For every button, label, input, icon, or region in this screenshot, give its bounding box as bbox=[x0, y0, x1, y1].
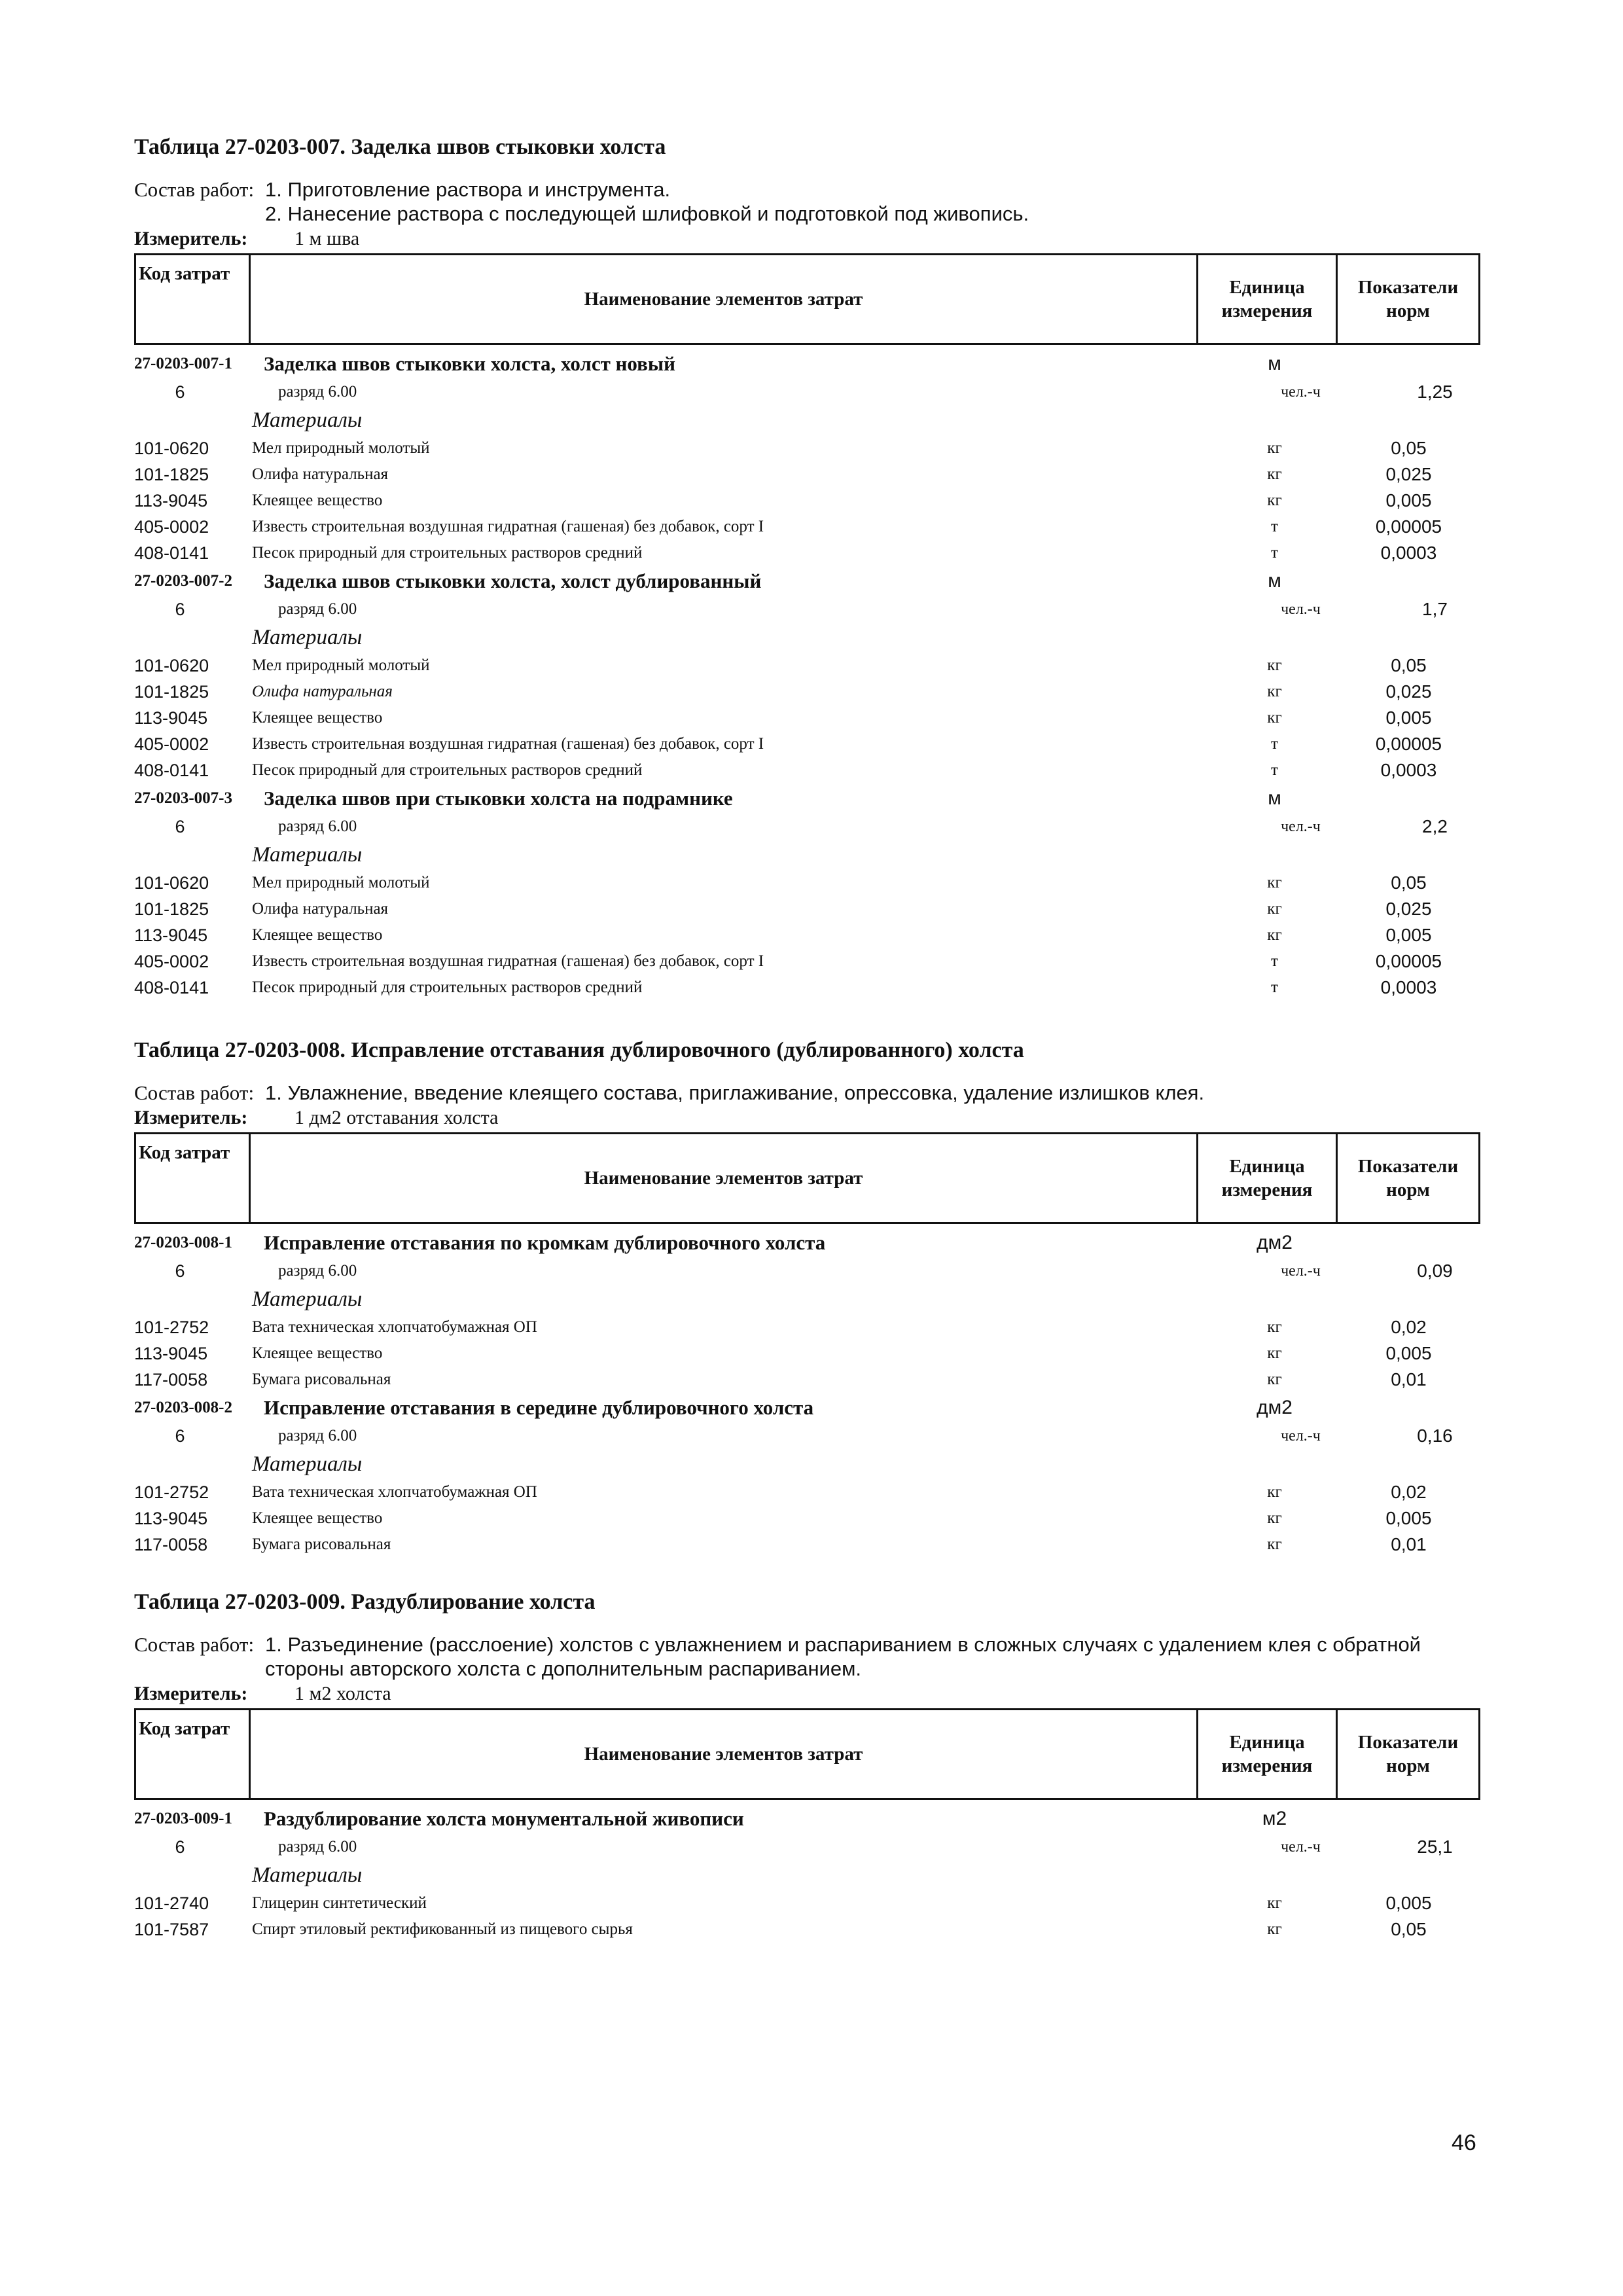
row-name: Спирт этиловый ректификованный из пищевого сырья bbox=[252, 1920, 633, 1938]
row-name: Раздублирование холста монументальной живописи bbox=[264, 1807, 744, 1830]
row-unit: кг bbox=[1267, 1344, 1282, 1362]
table-body bbox=[134, 1804, 1482, 1943]
row-unit: т bbox=[1271, 518, 1278, 535]
table-row bbox=[134, 514, 1482, 540]
table-row bbox=[134, 461, 1482, 488]
row-unit: кг bbox=[1267, 465, 1282, 483]
row-code: 101-0620 bbox=[134, 655, 209, 675]
work-line: 1. Увлажнение, введение клеящего состава, приглаживание, опрессовка, удаление излишков клея. bbox=[265, 1081, 1205, 1104]
header-norm: Показатели норм bbox=[1337, 1134, 1480, 1223]
table-row bbox=[134, 1314, 1482, 1340]
row-norm: 1,7 bbox=[1422, 599, 1448, 619]
work-line: 2. Нанесение раствора с последующей шлифовкой и подготовкой под живопись. bbox=[265, 202, 1029, 225]
row-code: 408-0141 bbox=[134, 543, 209, 563]
row-norm: 0,16 bbox=[1417, 1426, 1453, 1446]
row-norm: 0,01 bbox=[1391, 1534, 1427, 1554]
table-row bbox=[134, 1367, 1482, 1393]
materials-label: Материалы bbox=[252, 408, 363, 432]
row-norm: 0,00005 bbox=[1375, 516, 1442, 537]
row-code: 101-2740 bbox=[134, 1893, 209, 1913]
row-name: Исправление отставания по кромкам дублировочного холста bbox=[264, 1231, 826, 1254]
row-code: 101-1825 bbox=[134, 464, 209, 484]
row-code: 117-0058 bbox=[134, 1369, 208, 1390]
table-row bbox=[134, 870, 1482, 896]
table-row bbox=[134, 1423, 1482, 1449]
table-section bbox=[134, 134, 1482, 1001]
table-row bbox=[134, 435, 1482, 461]
row-name: Известь строительная воздушная гидратная (гашеная) без добавок, сорт I bbox=[252, 735, 764, 753]
row-norm: 0,05 bbox=[1391, 1919, 1427, 1939]
measure bbox=[134, 227, 1482, 251]
materials-label: Материалы bbox=[252, 1863, 363, 1887]
row-code: 27-0203-007-1 bbox=[134, 355, 232, 372]
work-composition bbox=[134, 1632, 1482, 1681]
row-unit: дм2 bbox=[1257, 1232, 1293, 1253]
row-code: 113-9045 bbox=[134, 925, 208, 945]
row-unit: т bbox=[1271, 735, 1278, 753]
row-name: Песок природный для строительных растворов средний bbox=[252, 978, 643, 996]
row-code: 27-0203-008-2 bbox=[134, 1399, 232, 1416]
row-name: Бумага рисовальная bbox=[252, 1371, 391, 1388]
table-row bbox=[134, 922, 1482, 948]
row-name: Вата техническая хлопчатобумажная ОП bbox=[252, 1318, 537, 1336]
table-body bbox=[134, 1228, 1482, 1558]
measure bbox=[134, 1106, 1482, 1130]
row-code: 405-0002 bbox=[134, 951, 209, 971]
row-code: 101-0620 bbox=[134, 872, 209, 893]
row-norm: 2,2 bbox=[1422, 816, 1448, 836]
row-norm: 0,05 bbox=[1391, 872, 1427, 893]
row-code: 408-0141 bbox=[134, 977, 209, 997]
table-row bbox=[134, 596, 1482, 622]
header-code: Код затрат bbox=[135, 255, 250, 344]
materials-label: Материалы bbox=[252, 842, 363, 867]
header-norm: Показатели норм bbox=[1337, 255, 1480, 344]
measure-label: Измеритель: bbox=[134, 1683, 248, 1704]
row-unit: кг bbox=[1267, 1535, 1282, 1553]
row-norm: 0,025 bbox=[1385, 464, 1432, 484]
row-unit: кг bbox=[1267, 709, 1282, 726]
row-norm: 0,02 bbox=[1391, 1482, 1427, 1502]
row-code: 113-9045 bbox=[134, 490, 208, 511]
row-name: Вата техническая хлопчатобумажная ОП bbox=[252, 1483, 537, 1501]
row-unit: кг bbox=[1267, 492, 1282, 509]
row-norm: 1,25 bbox=[1417, 382, 1453, 402]
row-name: разряд 6.00 bbox=[278, 600, 357, 618]
row-code: 101-7587 bbox=[134, 1919, 209, 1939]
row-name: разряд 6.00 bbox=[278, 383, 357, 401]
measure-label: Измеритель: bbox=[134, 228, 248, 249]
row-unit: кг bbox=[1267, 683, 1282, 700]
row-name: Песок природный для строительных растворов средний bbox=[252, 761, 643, 779]
table-row bbox=[134, 814, 1482, 840]
table-title: Таблица 27-0203-008. Исправление отставания дублировочного (дублированного) холста bbox=[134, 1038, 1024, 1062]
work-composition bbox=[134, 1081, 1482, 1105]
row-norm: 0,00005 bbox=[1375, 734, 1442, 754]
table-row bbox=[134, 349, 1482, 379]
row-name: разряд 6.00 bbox=[278, 1838, 357, 1856]
row-norm: 0,005 bbox=[1385, 1508, 1432, 1528]
row-name: Заделка швов стыковки холста, холст дублированный bbox=[264, 569, 762, 592]
row-code: 405-0002 bbox=[134, 516, 209, 537]
row-name: Заделка швов при стыковки холста на подрамнике bbox=[264, 787, 733, 810]
row-norm: 0,025 bbox=[1385, 681, 1432, 702]
table-row bbox=[134, 1834, 1482, 1860]
table-row bbox=[134, 783, 1482, 814]
row-unit: т bbox=[1271, 761, 1278, 779]
measure-value: 1 дм2 отставания холста bbox=[294, 1107, 499, 1128]
row-unit: м bbox=[1268, 787, 1281, 809]
row-code: 6 bbox=[175, 1426, 185, 1446]
row-code: 408-0141 bbox=[134, 760, 209, 780]
row-name: Олифа натуральная bbox=[252, 683, 393, 700]
row-code: 6 bbox=[175, 382, 185, 402]
page-number: 46 bbox=[1452, 2130, 1476, 2155]
table-row bbox=[134, 405, 1482, 435]
measure-value: 1 м2 холста bbox=[294, 1683, 391, 1704]
row-name: Олифа натуральная bbox=[252, 465, 389, 483]
row-unit: кг bbox=[1267, 900, 1282, 918]
row-unit: кг bbox=[1267, 656, 1282, 674]
row-unit: кг bbox=[1267, 1920, 1282, 1938]
materials-label: Материалы bbox=[252, 1452, 363, 1476]
materials-label: Материалы bbox=[252, 1287, 363, 1311]
row-unit: кг bbox=[1267, 926, 1282, 944]
row-unit: чел.-ч bbox=[1281, 600, 1321, 618]
table-row bbox=[134, 1228, 1482, 1258]
row-unit: т bbox=[1271, 952, 1278, 970]
row-norm: 0,005 bbox=[1385, 708, 1432, 728]
row-norm: 0,05 bbox=[1391, 438, 1427, 458]
table-row bbox=[134, 1890, 1482, 1916]
row-unit: чел.-ч bbox=[1281, 1427, 1321, 1444]
work-line: 1. Разъединение (расслоение) холстов с увлажнением и распариванием в сложных случаях с удалением клея с обратной стороны авторского холста с дополнительным распариванием. bbox=[265, 1633, 1421, 1680]
work-label: Состав работ: bbox=[134, 1633, 255, 1656]
row-name: Клеящее вещество bbox=[252, 926, 383, 944]
row-code: 113-9045 bbox=[134, 1343, 208, 1363]
row-code: 6 bbox=[175, 816, 185, 836]
row-name: Исправление отставания в середине дублировочного холста bbox=[264, 1396, 814, 1419]
row-name: Клеящее вещество bbox=[252, 492, 383, 509]
row-code: 101-2752 bbox=[134, 1482, 209, 1502]
table-row bbox=[134, 896, 1482, 922]
header-unit: Единица измерения bbox=[1198, 1710, 1337, 1799]
row-norm: 0,05 bbox=[1391, 655, 1427, 675]
row-name: Мел природный молотый bbox=[252, 874, 430, 891]
row-unit: т bbox=[1271, 544, 1278, 562]
header-name: Наименование элементов затрат bbox=[250, 255, 1198, 344]
row-unit: чел.-ч bbox=[1281, 383, 1321, 401]
row-name: Песок природный для строительных растворов средний bbox=[252, 544, 643, 562]
row-unit: кг bbox=[1267, 1318, 1282, 1336]
row-norm: 0,005 bbox=[1385, 1893, 1432, 1913]
table-body bbox=[134, 349, 1482, 1001]
row-name: разряд 6.00 bbox=[278, 1427, 357, 1444]
table-row bbox=[134, 1505, 1482, 1532]
header-name: Наименование элементов затрат bbox=[250, 1710, 1198, 1799]
row-unit: м bbox=[1268, 570, 1281, 592]
work-line: 1. Приготовление раствора и инструмента. bbox=[265, 178, 671, 201]
row-name: Олифа натуральная bbox=[252, 900, 389, 918]
row-unit: м bbox=[1268, 353, 1281, 374]
table-title: Таблица 27-0203-007. Заделка швов стыковки холста bbox=[134, 135, 666, 159]
row-unit: кг bbox=[1267, 1509, 1282, 1527]
table-row bbox=[134, 948, 1482, 975]
table-section bbox=[134, 1037, 1482, 1558]
row-norm: 0,0003 bbox=[1380, 977, 1437, 997]
row-norm: 0,0003 bbox=[1380, 543, 1437, 563]
row-norm: 0,005 bbox=[1385, 925, 1432, 945]
measure-value: 1 м шва bbox=[294, 228, 360, 249]
table-header bbox=[134, 1132, 1480, 1224]
row-code: 6 bbox=[175, 1261, 185, 1281]
row-unit: кг bbox=[1267, 1371, 1282, 1388]
table-row bbox=[134, 1449, 1482, 1479]
row-name: Клеящее вещество bbox=[252, 1509, 383, 1527]
row-code: 27-0203-007-2 bbox=[134, 572, 232, 590]
header-unit: Единица измерения bbox=[1198, 255, 1337, 344]
table-row bbox=[134, 975, 1482, 1001]
table-row bbox=[134, 1340, 1482, 1367]
row-name: Клеящее вещество bbox=[252, 709, 383, 726]
row-code: 113-9045 bbox=[134, 1508, 208, 1528]
row-name: Заделка швов стыковки холста, холст новый bbox=[264, 352, 675, 375]
row-name: Известь строительная воздушная гидратная (гашеная) без добавок, сорт I bbox=[252, 518, 764, 535]
materials-label: Материалы bbox=[252, 625, 363, 649]
row-norm: 0,01 bbox=[1391, 1369, 1427, 1390]
row-name: Мел природный молотый bbox=[252, 656, 430, 674]
row-name: разряд 6.00 bbox=[278, 1262, 357, 1280]
row-name: Мел природный молотый bbox=[252, 439, 430, 457]
row-unit: т bbox=[1271, 978, 1278, 996]
row-unit: кг bbox=[1267, 439, 1282, 457]
table-row bbox=[134, 566, 1482, 596]
row-code: 405-0002 bbox=[134, 734, 209, 754]
row-code: 101-1825 bbox=[134, 899, 209, 919]
table-row bbox=[134, 540, 1482, 566]
table-row bbox=[134, 731, 1482, 757]
row-code: 27-0203-009-1 bbox=[134, 1810, 232, 1827]
table-section bbox=[134, 1589, 1482, 1943]
table-row bbox=[134, 1393, 1482, 1423]
table-row bbox=[134, 1532, 1482, 1558]
table-row bbox=[134, 1479, 1482, 1505]
row-norm: 0,09 bbox=[1417, 1261, 1453, 1281]
row-norm: 0,005 bbox=[1385, 490, 1432, 511]
row-code: 27-0203-007-3 bbox=[134, 789, 232, 807]
row-norm: 0,0003 bbox=[1380, 760, 1437, 780]
row-unit: кг bbox=[1267, 874, 1282, 891]
row-name: Известь строительная воздушная гидратная (гашеная) без добавок, сорт I bbox=[252, 952, 764, 970]
row-name: Бумага рисовальная bbox=[252, 1535, 391, 1553]
row-code: 6 bbox=[175, 1837, 185, 1857]
row-unit: дм2 bbox=[1257, 1397, 1293, 1418]
measure bbox=[134, 1682, 1482, 1706]
table-title: Таблица 27-0203-009. Раздублирование холста bbox=[134, 1590, 596, 1614]
row-unit: чел.-ч bbox=[1281, 1838, 1321, 1856]
table-row bbox=[134, 1860, 1482, 1890]
table-header bbox=[134, 253, 1480, 345]
row-name: разряд 6.00 bbox=[278, 817, 357, 835]
row-norm: 25,1 bbox=[1417, 1837, 1453, 1857]
header-code: Код затрат bbox=[135, 1134, 250, 1223]
row-norm: 0,005 bbox=[1385, 1343, 1432, 1363]
header-unit: Единица измерения bbox=[1198, 1134, 1337, 1223]
table-row bbox=[134, 653, 1482, 679]
work-composition bbox=[134, 177, 1482, 226]
row-code: 101-1825 bbox=[134, 681, 209, 702]
work-label: Состав работ: bbox=[134, 178, 255, 201]
row-code: 117-0058 bbox=[134, 1534, 208, 1554]
row-unit: кг bbox=[1267, 1894, 1282, 1912]
row-code: 6 bbox=[175, 599, 185, 619]
row-name: Клеящее вещество bbox=[252, 1344, 383, 1362]
table-header bbox=[134, 1708, 1480, 1800]
row-code: 27-0203-008-1 bbox=[134, 1234, 232, 1251]
row-name: Глицерин синтетический bbox=[252, 1894, 427, 1912]
table-row bbox=[134, 840, 1482, 870]
header-norm: Показатели норм bbox=[1337, 1710, 1480, 1799]
row-norm: 0,00005 bbox=[1375, 951, 1442, 971]
table-row bbox=[134, 705, 1482, 731]
row-code: 113-9045 bbox=[134, 708, 208, 728]
table-row bbox=[134, 1284, 1482, 1314]
row-unit: чел.-ч bbox=[1281, 1262, 1321, 1280]
table-row bbox=[134, 1804, 1482, 1834]
table-row bbox=[134, 757, 1482, 783]
row-norm: 0,02 bbox=[1391, 1317, 1427, 1337]
measure-label: Измеритель: bbox=[134, 1107, 248, 1128]
table-row bbox=[134, 679, 1482, 705]
row-norm: 0,025 bbox=[1385, 899, 1432, 919]
row-unit: кг bbox=[1267, 1483, 1282, 1501]
header-code: Код затрат bbox=[135, 1710, 250, 1799]
table-row bbox=[134, 622, 1482, 653]
row-code: 101-0620 bbox=[134, 438, 209, 458]
table-row bbox=[134, 1258, 1482, 1284]
table-row bbox=[134, 488, 1482, 514]
header-name: Наименование элементов затрат bbox=[250, 1134, 1198, 1223]
row-code: 101-2752 bbox=[134, 1317, 209, 1337]
row-unit: м2 bbox=[1262, 1808, 1287, 1829]
table-row bbox=[134, 1916, 1482, 1943]
row-unit: чел.-ч bbox=[1281, 817, 1321, 835]
table-row bbox=[134, 379, 1482, 405]
work-label: Состав работ: bbox=[134, 1081, 255, 1104]
